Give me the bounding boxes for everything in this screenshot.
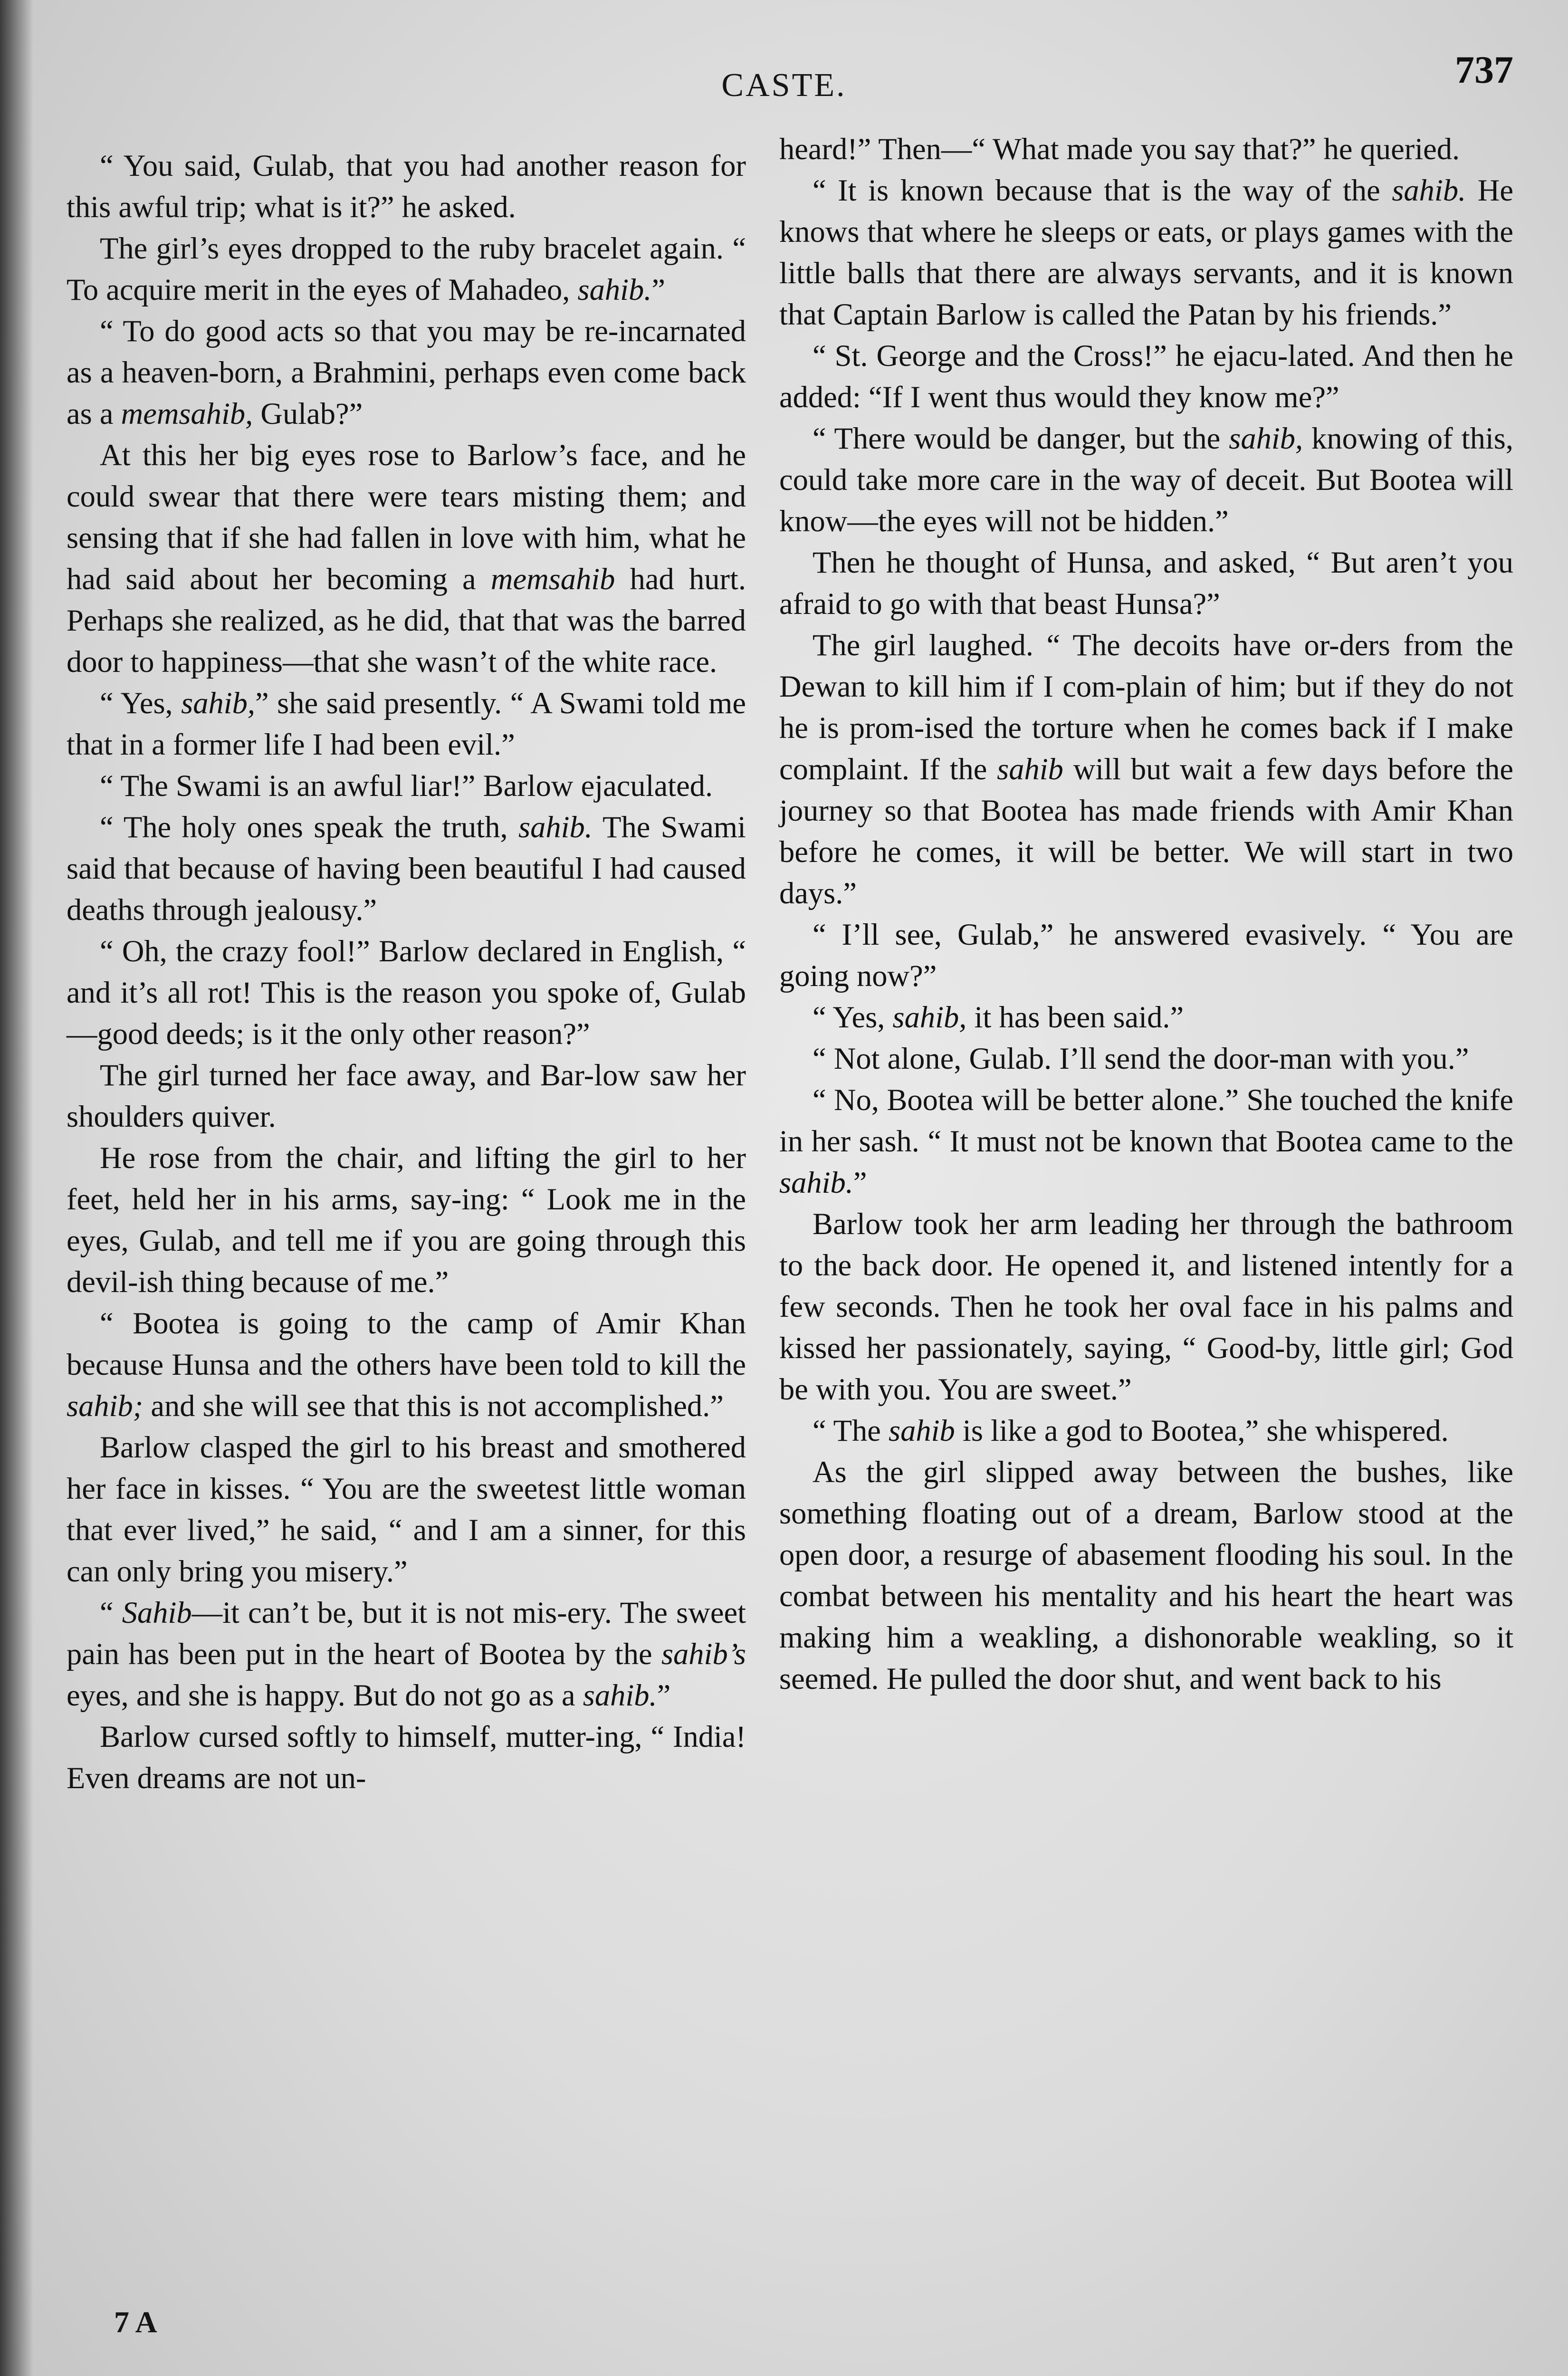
paragraph: “ I’ll see, Gulab,” he answered evasively. “ You are going now?” (779, 918, 1513, 993)
paragraph: “ Sahib—it can’t be, but it is not mis-ery. The sweet pain has been put in the heart of Bootea by the sahib’s eyes, and she is happy. But do not go as a sahib.” (67, 1596, 746, 1712)
paragraph: “ Bootea is going to the camp of Amir Khan because Hunsa and the others have been told to kill the sahib; and she will see that this is not accomplished.” (67, 1306, 746, 1423)
paragraph: “ No, Bootea will be better alone.” She touched the knife in her sash. “ It must not be known that Bootea came to the sahib.” (779, 1083, 1513, 1199)
running-head: CASTE. (721, 67, 847, 104)
paragraph: The girl laughed. “ The decoits have or-ders from the Dewan to kill him if I com-plain of him; but if they do not he is prom-ised the torture when he comes back if I make complaint. If the sahib will but wait a few days before the journey so that Bootea has made friends with Amir Khan before he comes, it will be better. We will start in two days.” (779, 628, 1513, 910)
paragraph: Barlow cursed softly to himself, mutter-ing, “ India! Even dreams are not un- (67, 1720, 746, 1795)
paragraph: heard!” Then—“ What made you say that?” he queried. (779, 132, 1460, 166)
paragraph: The girl’s eyes dropped to the ruby bracelet again. “ To acquire merit in the eyes of Mahadeo, sahib.” (67, 231, 746, 307)
paragraph: Barlow took her arm leading her through the bathroom to the back door. He opened it, and listened intently for a few seconds. Then he took her oval face in his palms and kissed her passionately, saying, “ Good-by, little girl; God be with you. You are sweet.” (779, 1207, 1513, 1406)
paragraph: Barlow clasped the girl to his breast and smothered her face in kisses. “ You are the sweetest little woman that ever lived,” he said, “ and I am a sinner, for this can only bring you misery.” (67, 1430, 746, 1588)
paragraph: “ There would be danger, but the sahib, knowing of this, could take more care in the way of deceit. But Bootea will know—the eyes will not be hidden.” (779, 422, 1513, 538)
paragraph: “ The sahib is like a god to Bootea,” she whispered. (813, 1414, 1449, 1447)
paragraph: “ To do good acts so that you may be re-incarnated as a heaven-born, a Brahmini, perhaps even come back as a memsahib, Gulab?” (67, 314, 746, 431)
paragraph: “ Yes, sahib, it has been said.” (813, 1000, 1184, 1034)
paragraph: “ St. George and the Cross!” he ejacu-lated. And then he added: “If I went thus would they know me?” (779, 339, 1513, 414)
paragraph: “ Oh, the crazy fool!” Barlow declared in English, “ and it’s all rot! This is the reason you spoke of, Gulab—good deeds; is it the only other reason?” (67, 934, 746, 1051)
right-column (779, 128, 1513, 1699)
paragraph: The girl turned her face away, and Bar-low saw her shoulders quiver. (67, 1058, 746, 1133)
binding-shadow (0, 0, 33, 2376)
page-number: 737 (1455, 48, 1513, 91)
signature-mark: 7 A (114, 2305, 157, 2339)
paragraph: “ It is known because that is the way of the sahib. He knows that where he sleeps or eats, or plays games with the little balls that there are always servants, and it is known that Captain Barlow is called the Patan by his friends.” (779, 173, 1513, 331)
paragraph: “ The holy ones speak the truth, sahib. The Swami said that because of having been beautiful I had caused deaths through jealousy.” (67, 810, 746, 927)
paragraph: Then he thought of Hunsa, and asked, “ But aren’t you afraid to go with that beast Hunsa?” (779, 546, 1513, 621)
paragraph: “ Not alone, Gulab. I’ll send the door-man with you.” (813, 1042, 1469, 1075)
paragraph: He rose from the chair, and lifting the girl to her feet, held her in his arms, say-ing: “ Look me in the eyes, Gulab, and tell me if you are going through this devil-ish thing because of me.” (67, 1141, 746, 1299)
paragraph: As the girl slipped away between the bushes, like something floating out of a dream, Barlow stood at the open door, a resurge of abasement flooding his soul. In the combat between his mentality and his heart the heart was making him a weakling, a dishonorable weakling, so it seemed. He pulled the door shut, and went back to his (779, 1455, 1513, 1696)
left-column (67, 145, 746, 1799)
paragraph: “ Yes, sahib,” she said presently. “ A Swami told me that in a former life I had been evil.” (67, 686, 746, 761)
paragraph: “ You said, Gulab, that you had another reason for this awful trip; what is it?” he asked. (67, 149, 746, 224)
paragraph: “ The Swami is an awful liar!” Barlow ejaculated. (100, 769, 713, 803)
paragraph: At this her big eyes rose to Barlow’s face, and he could swear that there were tears misting them; and sensing that if she had fallen in love with him, what he had said about her becoming a memsahib had hurt. Perhaps she realized, as he did, that that was the barred door to happiness—that she wasn’t of the white race. (67, 438, 746, 679)
